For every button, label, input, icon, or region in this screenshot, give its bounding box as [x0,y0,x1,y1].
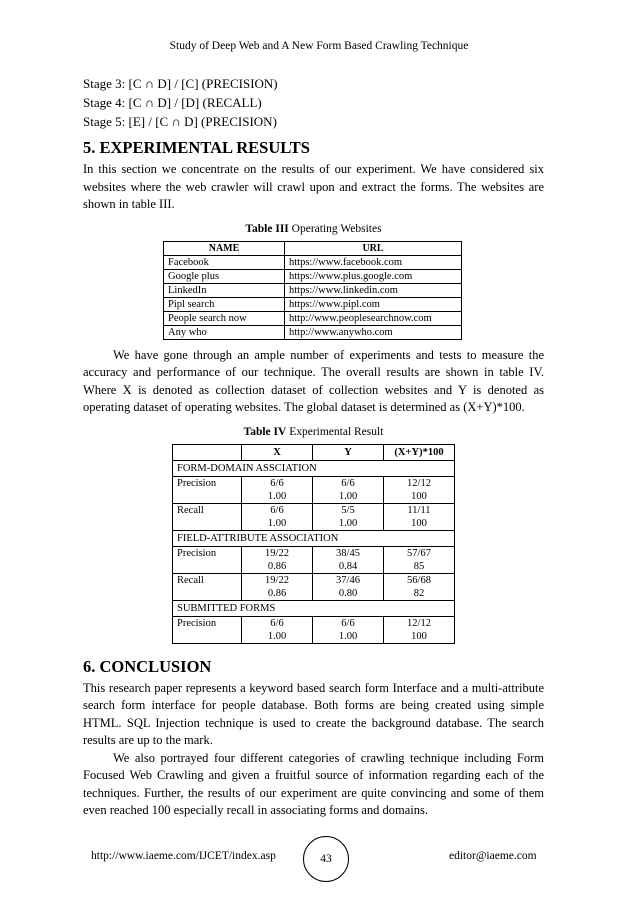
x-ratio: 1.00 [267,490,287,502]
metric-label: Recall [173,573,242,600]
xy-fraction: 57/67 [407,547,431,559]
section-title: FORM-DOMAIN ASSCIATION [173,460,455,476]
running-head: Study of Deep Web and A New Form Based Crawling Technique [169,40,469,52]
x-ratio: 0.86 [267,560,287,572]
website-name: Any who [164,325,285,339]
x-value [242,616,313,643]
table-4-caption-text: Experimental Result [286,425,384,438]
xy-value [384,616,455,643]
main-content [83,74,544,820]
footer-url-link[interactable]: http://www.iaeme.com/IJCET/index.asp [91,850,276,862]
table-3-caption-text: Operating Websites [288,222,382,235]
section-5-paragraph-2: We have gone through an ample number of experiments and tests to measure the accuracy and performance of our technique. The overall results are shown in table IV. Where X is denoted as collection dataset of collection websites and Y is denoted as operating dataset of operating websites. The global dataset is determined as (X+Y)*100. [83,347,544,414]
y-ratio: 1.00 [338,630,358,642]
metric-label: Precision [173,616,242,643]
x-value [242,476,313,503]
website-url: https://www.plus.google.com [285,269,462,283]
table-header-row [164,241,462,255]
stage-list [83,74,544,131]
x-fraction: 19/22 [265,547,289,559]
table-4-caption [83,426,544,438]
section-6-paragraph-1: This research paper represents a keyword based search form Interface and a multi-attribute search form interface for people database. Both forms are being created using simple HTML. SQL Injection technique is used to create the background database. The search results are up to the mark. [83,680,544,747]
table-3-caption [83,223,544,235]
table-4 [172,444,455,644]
metric-label: Recall [173,503,242,530]
table-section-row [173,530,455,546]
website-url: http://www.anywho.com [285,325,462,339]
metric-label: Precision [173,476,242,503]
table-row [173,476,455,503]
x-value [242,503,313,530]
table-row [173,616,455,643]
footer-email-link[interactable]: editor@iaeme.com [449,850,537,862]
y-value [313,573,384,600]
section-5-heading: 5. EXPERIMENTAL RESULTS [83,138,310,157]
x-fraction: 6/6 [270,504,284,516]
metric-label: Precision [173,546,242,573]
table-4-header-x: X [242,444,313,460]
table-4-caption-label: Table IV [243,425,287,438]
table-row [164,311,462,325]
y-fraction: 5/5 [341,504,355,516]
y-value [313,616,384,643]
section-title: FIELD-ATTRIBUTE ASSOCIATION [173,530,455,546]
xy-value [384,476,455,503]
table-section-row [173,460,455,476]
page-number: 43 [303,836,349,882]
website-url: https://www.facebook.com [285,255,462,269]
x-fraction: 19/22 [265,574,289,586]
y-value [313,546,384,573]
stage-5: Stage 5: [E] / [C ∩ D] (PRECISION) [83,114,277,129]
xy-value [384,573,455,600]
website-url: http://www.peoplesearchnow.com [285,311,462,325]
table-row [164,269,462,283]
x-fraction: 6/6 [270,617,284,629]
xy-score: 82 [413,587,425,599]
y-ratio: 1.00 [338,517,358,529]
stage-4: Stage 4: [C ∩ D] / [D] (RECALL) [83,95,262,110]
xy-fraction: 56/68 [407,574,431,586]
y-fraction: 6/6 [341,617,355,629]
website-name: Facebook [164,255,285,269]
table-3 [163,241,462,340]
table-row [173,546,455,573]
xy-score: 100 [411,517,427,529]
table-4-header-y: Y [313,444,384,460]
section-6-paragraph-2: We also portrayed four different categories of crawling technique including Form Focused Web Crawling and given a fruitful source of information regarding each of the techniques. Further, the results of our experiment are quite convincing and some of them even reached 100 especially recall in associating forms and domains. [83,750,544,817]
table-4-header-blank [173,444,242,460]
xy-value [384,546,455,573]
website-name: People search now [164,311,285,325]
table-4-header-xy: (X+Y)*100 [384,444,455,460]
xy-fraction: 12/12 [407,477,431,489]
table-row [164,297,462,311]
website-name: Google plus [164,269,285,283]
section-6-heading: 6. CONCLUSION [83,656,212,676]
xy-fraction: 12/12 [407,617,431,629]
table-row [164,325,462,339]
table-section-row [173,600,455,616]
website-name: Pipl search [164,297,285,311]
table-header-row [173,444,455,460]
table-3-header-url: URL [285,241,462,255]
section-title: SUBMITTED FORMS [173,600,455,616]
xy-fraction: 11/11 [407,504,431,516]
y-value [313,476,384,503]
x-fraction: 6/6 [270,477,284,489]
section-5-paragraph-1: In this section we concentrate on the results of our experiment. We have considered six websites where the web crawler will crawl upon and extract the forms. The websites are shown in table III. [83,162,544,211]
table-3-caption-label: Table III [245,222,289,235]
x-value [242,573,313,600]
y-ratio: 0.80 [338,587,358,599]
xy-value [384,503,455,530]
y-fraction: 6/6 [341,477,355,489]
xy-score: 100 [411,490,427,502]
y-ratio: 0.84 [338,560,358,572]
website-name: LinkedIn [164,283,285,297]
x-ratio: 1.00 [267,630,287,642]
y-fraction: 37/46 [336,574,360,586]
website-url: https://www.pipl.com [285,297,462,311]
table-3-header-name: NAME [164,241,285,255]
xy-score: 100 [411,630,427,642]
website-url: https://www.linkedin.com [285,283,462,297]
table-row [173,503,455,530]
y-value [313,503,384,530]
table-row [164,255,462,269]
table-row [164,283,462,297]
x-ratio: 0.86 [267,587,287,599]
x-ratio: 1.00 [267,517,287,529]
y-ratio: 1.00 [338,490,358,502]
table-row [173,573,455,600]
stage-3: Stage 3: [C ∩ D] / [C] (PRECISION) [83,76,278,91]
xy-score: 85 [413,560,425,572]
x-value [242,546,313,573]
y-fraction: 38/45 [336,547,360,559]
